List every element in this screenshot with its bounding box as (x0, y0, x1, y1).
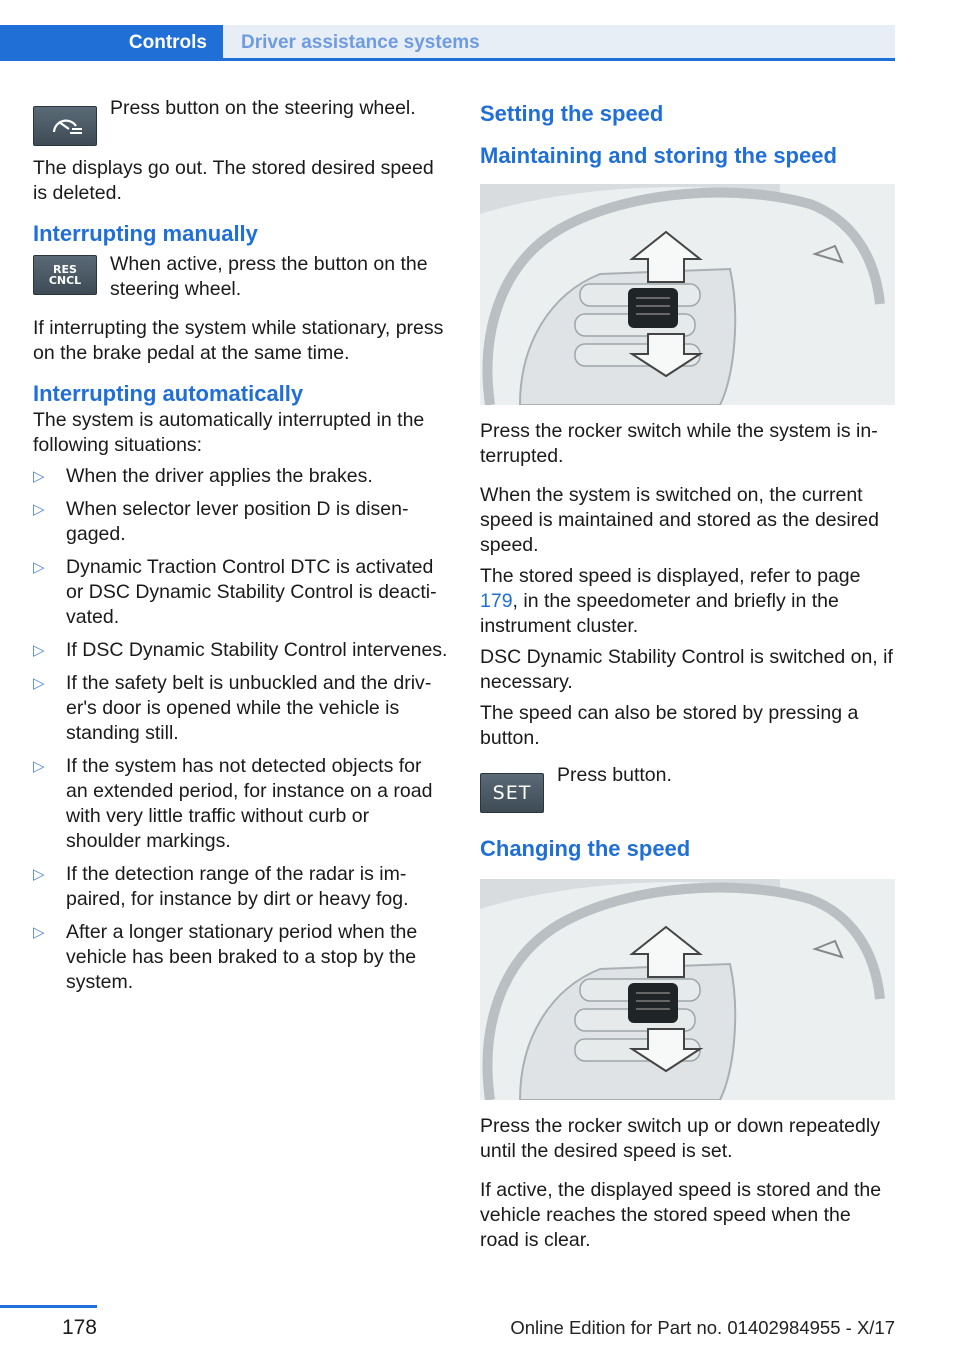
if-active-text: If active, the displayed speed is stored and the vehicle reaches the stored speed when the road is clear. (480, 1179, 882, 1251)
also-stored-text: The speed can also be stored by pressing a button. (480, 702, 859, 749)
switched-on-text: When the system is switched on, the current speed is maintained and stored as the desired speed. (480, 484, 879, 556)
page-header (0, 25, 895, 61)
triangle-bullet-icon: ▷ (33, 675, 45, 692)
res-cncl-button-icon (33, 255, 97, 295)
res-cncl-row (33, 252, 448, 302)
list-item: ▷ If the detection range of the radar is impaired, for instance by dirt or heavy fog. (33, 863, 409, 910)
page-reference-link[interactable]: 179 (480, 590, 513, 612)
header-section-tab (0, 25, 223, 61)
auto-intro-text: The system is automatically interrupted in the following situations: (33, 409, 425, 456)
set-button-icon (480, 773, 544, 813)
triangle-bullet-icon: ▷ (33, 924, 45, 941)
rocker-switch-illustration-2 (480, 879, 895, 1100)
list-item: ▷ If the system has not detected objects for an extended period, for instance on a road with very little traffic without curb or shoulder markings. (33, 755, 433, 852)
triangle-bullet-icon: ▷ (33, 501, 45, 518)
heading-interrupting-manually: Interrupting manually (33, 221, 258, 246)
set-button-row (480, 757, 895, 813)
list-item: ▷ When the driver applies the brakes. (33, 465, 373, 487)
triangle-bullet-icon: ▷ (33, 559, 45, 576)
triangle-bullet-icon: ▷ (33, 758, 45, 775)
res-label: RES (53, 263, 77, 276)
left-column (33, 97, 448, 1009)
right-column (480, 100, 895, 1267)
header-divider (0, 58, 895, 61)
list-item: ▷ If DSC Dynamic Stability Control intervenes. (33, 639, 448, 661)
heading-interrupting-automatically: Interrupting automatically (33, 381, 304, 406)
cncl-label: CNCL (48, 274, 82, 287)
auto-interrupt-list (33, 464, 448, 995)
page-number: 178 (61, 1316, 97, 1339)
rocker-interrupted-text: Press the rocker switch while the system is interrupted. (480, 420, 878, 467)
steering-button-row (33, 96, 448, 146)
manual-text: When active, press the button on the steering wheel. (110, 253, 428, 300)
header-subsection-label: Driver assistance systems (241, 32, 480, 53)
displays-out-text: The displays go out. The stored desired speed is deleted. (33, 157, 434, 204)
edition-text: Online Edition for Part no. 01402984955 - X/17 (510, 1317, 895, 1338)
cruise-control-button-icon (33, 106, 97, 146)
list-item: ▷ When selector lever position D is disengaged. (33, 498, 409, 545)
triangle-bullet-icon: ▷ (33, 468, 45, 485)
press-button-text: Press button. (557, 764, 672, 786)
set-label: SET (492, 781, 532, 804)
press-steering-text: Press button on the steering wheel. (110, 97, 416, 119)
heading-setting-speed: Setting the speed (480, 101, 664, 126)
header-subsection-tab (223, 25, 895, 61)
dsc-on-text: DSC Dynamic Stability Control is switched on, if necessary. (480, 646, 893, 693)
heading-maintaining-speed: Maintaining and storing the speed (480, 143, 837, 168)
list-item: ▷ After a longer stationary period when the vehicle has been braked to a stop by the system. (33, 921, 418, 993)
triangle-bullet-icon: ▷ (33, 642, 45, 659)
rocker-switch-illustration (480, 184, 895, 405)
list-item: ▷ If the safety belt is unbuckled and the driver's door is opened while the vehicle is standing still. (33, 672, 432, 744)
heading-changing-speed: Changing the speed (480, 836, 691, 861)
footer-divider (0, 1305, 97, 1308)
stationary-text: If interrupting the system while stationary, press on the brake pedal at the same time. (33, 317, 444, 364)
stored-speed-text: The stored speed is displayed, refer to page 179, in the speedometer and briefly in the instrument cluster. (480, 565, 861, 637)
header-section-label: Controls (128, 32, 207, 53)
rocker-updown-text: Press the rocker switch up or down repeatedly until the desired speed is set. (480, 1115, 880, 1162)
list-item: ▷ Dynamic Traction Control DTC is activated or DSC Dynamic Stability Control is deactivated. (33, 556, 437, 628)
triangle-bullet-icon: ▷ (33, 866, 45, 883)
